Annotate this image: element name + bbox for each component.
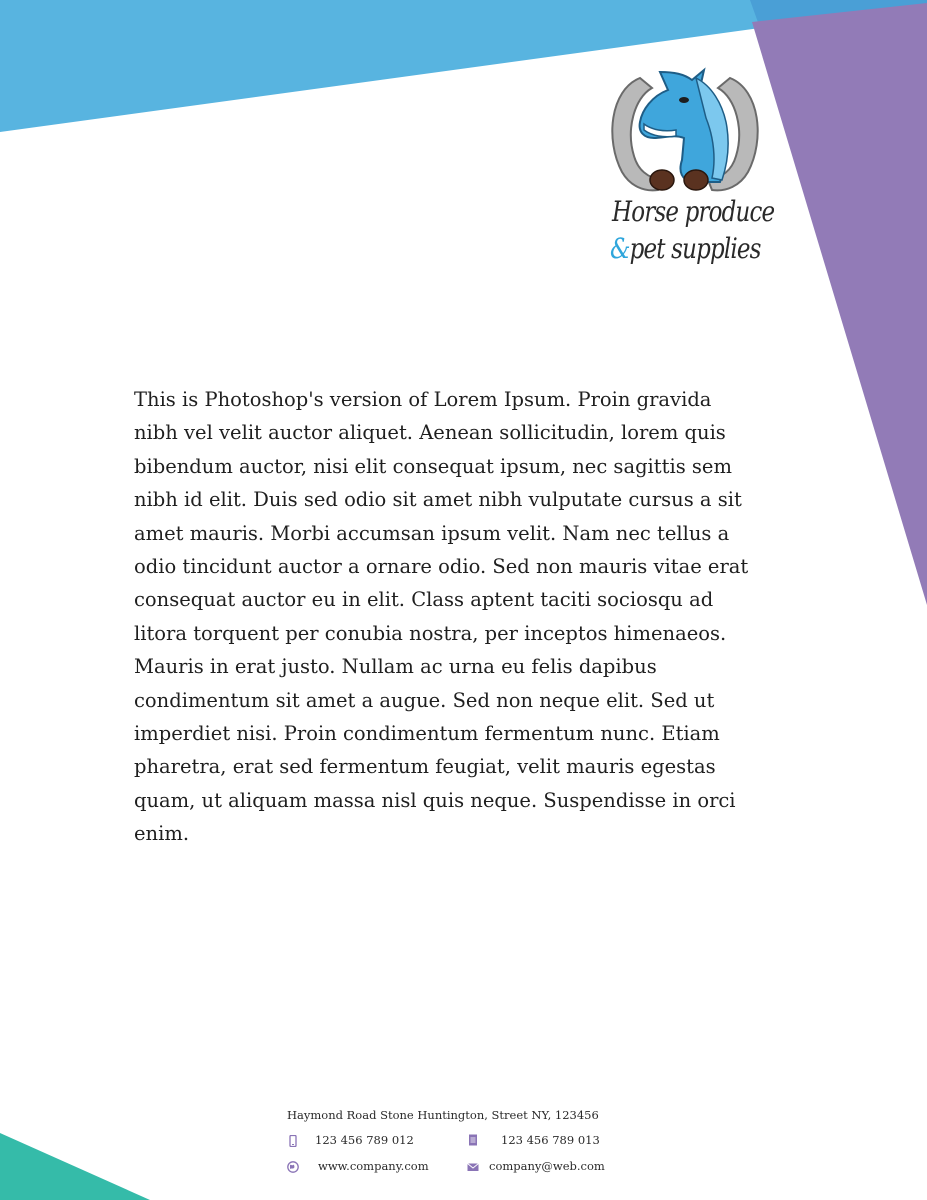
body-line: consequat auctor eu in elit. Class aptent taciti sociosqu ad (134, 588, 714, 612)
body-line: This is Photoshop's version of Lorem Ipsum. Proin gravida (134, 388, 712, 411)
document-icon (467, 1134, 479, 1146)
brand-name-line2-text: pet supplies (629, 232, 761, 265)
body-paragraph (134, 383, 794, 851)
envelope-icon (467, 1161, 479, 1173)
body-line: quam, ut aliquam massa nisl quis neque. Suspendisse in orci (134, 788, 736, 812)
globe-icon (287, 1161, 299, 1173)
brand-name-line1: Horse produce (612, 195, 775, 228)
body-line: condimentum sit amet a augue. Sed non neque elit. Sed ut (134, 688, 715, 712)
body-line: bibendum auctor, nisi elit consequat ipsum, nec sagittis sem (134, 454, 732, 478)
body-line: pharetra, erat sed fermentum feugiat, velit mauris egestas (134, 755, 716, 779)
left-hoof-icon (650, 170, 674, 190)
body-line: enim. (134, 822, 190, 846)
footer-address: Haymond Road Stone Huntington, Street NY, 123456 (287, 1108, 599, 1122)
body-line: odio tincidunt auctor a ornare odio. Sed non mauris vitae erat (134, 555, 749, 579)
body-line: amet mauris. Morbi accumsan ipsum velit. Nam nec tellus a (134, 521, 730, 545)
footer-email[interactable]: company@web.com (489, 1159, 605, 1173)
body-line: Mauris in erat justo. Nullam ac urna eu felis dapibus (134, 655, 657, 679)
mobile-phone-icon (287, 1135, 299, 1147)
body-line: litora torquent per conubia nostra, per inceptos himenaeos. (134, 621, 727, 645)
brand-ampersand: & (610, 232, 630, 265)
footer-fax: 123 456 789 013 (501, 1133, 600, 1147)
brand-name-line2 (610, 232, 761, 265)
right-hoof-icon (684, 170, 708, 190)
body-line: nibh id elit. Duis sed odio sit amet nibh vulputate cursus a sit (134, 488, 742, 512)
footer-website[interactable]: www.company.com (318, 1159, 429, 1173)
body-line: imperdiet nisi. Proin condimentum fermentum nunc. Etiam (134, 722, 720, 746)
bottom-left-teal-triangle (0, 1133, 150, 1200)
body-line: nibh vel velit auctor aliquet. Aenean sollicitudin, lorem quis (134, 421, 726, 445)
footer-phone: 123 456 789 012 (315, 1133, 414, 1147)
horse-eye-icon (679, 97, 689, 103)
